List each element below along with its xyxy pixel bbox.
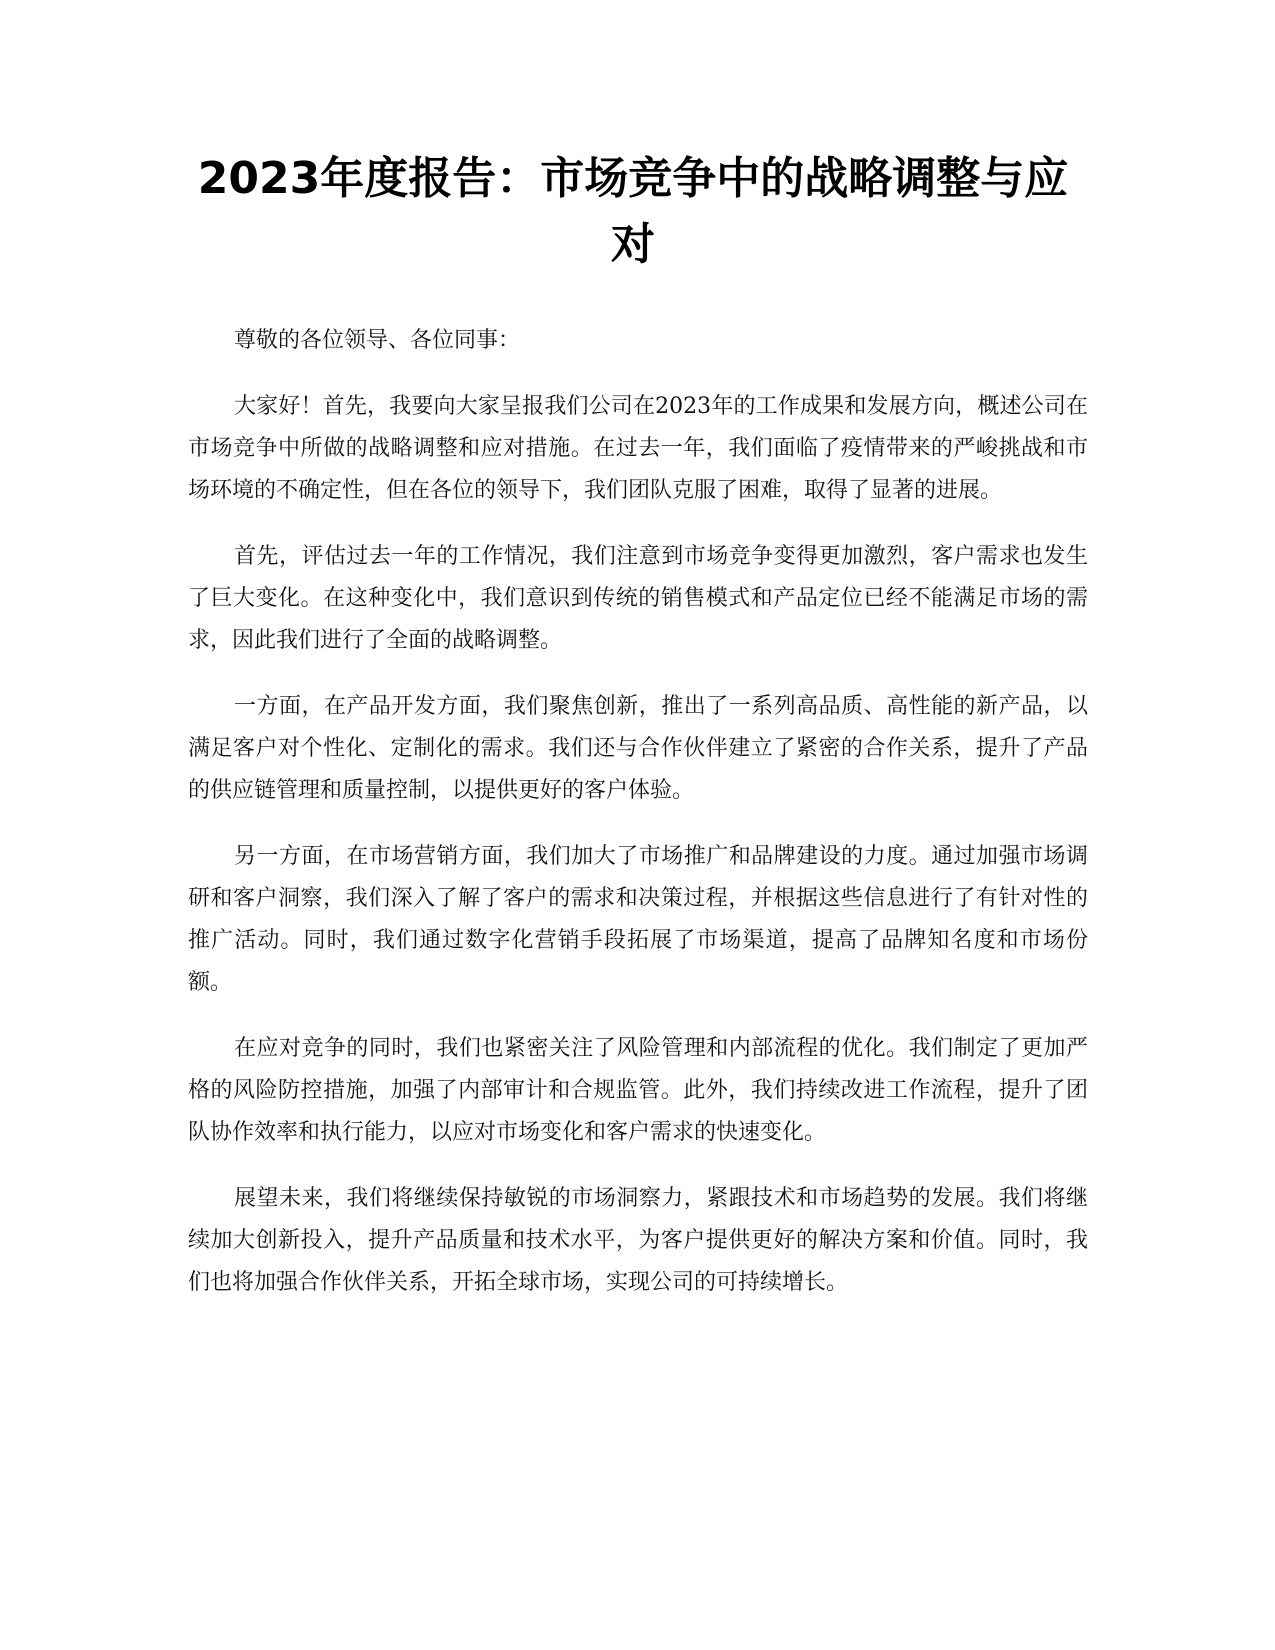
marketing-paragraph: 另一方面，在市场营销方面，我们加大了市场推广和品牌建设的力度。通过加强市场调研和客户洞察，我们深入了解了客户的需求和决策过程，并根据这些信息进行了有针对性的推广活动。同时，我们通过数字化营销手段拓展了市场渠道，提高了品牌知名度和市场份额。 <box>188 844 1088 995</box>
outlook-paragraph: 展望未来，我们将继续保持敏锐的市场洞察力，紧跟技术和市场趋势的发展。我们将继续加大创新投入，提升产品质量和技术水平，为客户提供更好的解决方案和价值。同时，我们也将加强合作伙伴关系，开拓全球市场，实现公司的可持续增长。 <box>188 1186 1088 1295</box>
evaluation-paragraph: 首先，评估过去一年的工作情况，我们注意到市场竞争变得更加激烈，客户需求也发生了巨大变化。在这种变化中，我们意识到传统的销售模式和产品定位已经不能满足市场的需求，因此我们进行了全面的战略调整。 <box>188 544 1088 653</box>
opening-paragraph: 大家好！首先，我要向大家呈报我们公司在2023年的工作成果和发展方向，概述公司在市场竞争中所做的战略调整和应对措施。在过去一年，我们面临了疫情带来的严峻挑战和市场环境的不确定性，但在各位的领导下，我们团队克服了困难，取得了显著的进展。 <box>188 394 1088 503</box>
document-body <box>188 320 1088 1328</box>
product-development-paragraph: 一方面，在产品开发方面，我们聚焦创新，推出了一系列高品质、高性能的新产品，以满足客户对个性化、定制化的需求。我们还与合作伙伴建立了紧密的合作关系，提升了产品的供应链管理和质量控制，以提供更好的客户体验。 <box>188 694 1088 803</box>
risk-management-paragraph: 在应对竞争的同时，我们也紧密关注了风险管理和内部流程的优化。我们制定了更加严格的风险防控措施，加强了内部审计和合规监管。此外，我们持续改进工作流程，提升了团队协作效率和执行能力，以应对市场变化和客户需求的快速变化。 <box>188 1036 1088 1145</box>
salutation-paragraph: 尊敬的各位领导、各位同事： <box>234 328 521 353</box>
document-title: 2023年度报告：市场竞争中的战略调整与应对 <box>197 153 1069 270</box>
